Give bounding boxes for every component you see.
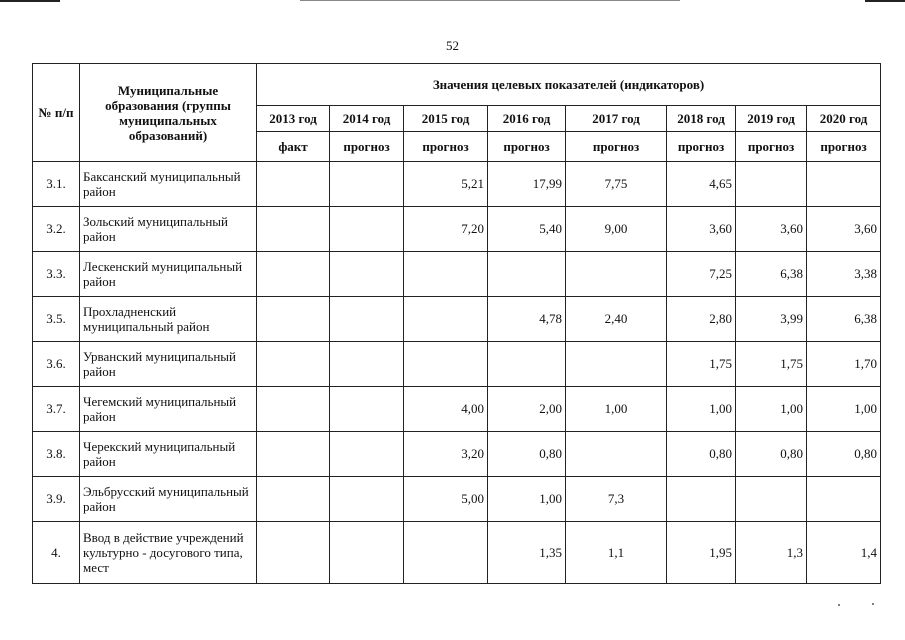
page-number: 52 <box>446 38 459 53</box>
row-value <box>257 342 330 387</box>
row-value: 3,60 <box>667 207 736 252</box>
header-year: 2016 год <box>488 106 566 132</box>
header-values-title: Значения целевых показателей (индикаторов) <box>257 64 881 106</box>
row-name: Урванский муниципальный район <box>80 342 257 387</box>
indicator-table <box>32 63 881 584</box>
row-value: 5,00 <box>404 477 488 522</box>
row-value: 1,70 <box>807 342 881 387</box>
header-year: 2017 год <box>566 106 667 132</box>
row-value: 17,99 <box>488 162 566 207</box>
header-row-title <box>33 64 881 106</box>
row-value: 2,00 <box>488 387 566 432</box>
row-number: 4. <box>33 522 80 584</box>
row-value <box>404 522 488 584</box>
table-row <box>33 207 881 252</box>
header-year: 2019 год <box>736 106 807 132</box>
row-value: 7,20 <box>404 207 488 252</box>
row-value: 1,1 <box>566 522 667 584</box>
row-value <box>736 162 807 207</box>
row-value <box>330 252 404 297</box>
row-value <box>257 387 330 432</box>
row-value: 5,40 <box>488 207 566 252</box>
scan-edge-mark-middle <box>300 0 680 1</box>
row-value: 7,3 <box>566 477 667 522</box>
row-value: 1,75 <box>667 342 736 387</box>
row-value: 1,00 <box>488 477 566 522</box>
row-value <box>566 432 667 477</box>
table-row <box>33 252 881 297</box>
row-number: 3.5. <box>33 297 80 342</box>
row-value <box>807 477 881 522</box>
row-value: 4,78 <box>488 297 566 342</box>
scan-edge-mark-left <box>0 0 60 2</box>
row-number: 3.6. <box>33 342 80 387</box>
header-year: 2020 год <box>807 106 881 132</box>
header-type: прогноз <box>566 132 667 162</box>
row-name: Черекский муниципальный район <box>80 432 257 477</box>
header-year: 2014 год <box>330 106 404 132</box>
row-value <box>330 297 404 342</box>
table-row <box>33 432 881 477</box>
row-value: 6,38 <box>807 297 881 342</box>
row-value: 2,80 <box>667 297 736 342</box>
row-value: 6,38 <box>736 252 807 297</box>
row-value <box>807 162 881 207</box>
row-value: 1,35 <box>488 522 566 584</box>
row-value: 1,00 <box>566 387 667 432</box>
row-number: 3.1. <box>33 162 80 207</box>
row-value: 1,00 <box>667 387 736 432</box>
header-type: прогноз <box>330 132 404 162</box>
row-number: 3.7. <box>33 387 80 432</box>
row-value <box>488 342 566 387</box>
row-value: 5,21 <box>404 162 488 207</box>
row-value <box>404 252 488 297</box>
row-name: Ввод в действие учреждений культурно - досугового типа, мест <box>80 522 257 584</box>
row-value: 7,25 <box>667 252 736 297</box>
row-value <box>330 432 404 477</box>
row-value <box>257 162 330 207</box>
row-value: 4,00 <box>404 387 488 432</box>
row-value <box>330 207 404 252</box>
scan-speck <box>872 603 874 605</box>
row-value: 1,00 <box>807 387 881 432</box>
row-value: 7,75 <box>566 162 667 207</box>
row-value <box>488 252 566 297</box>
row-value: 1,95 <box>667 522 736 584</box>
row-value: 1,4 <box>807 522 881 584</box>
row-name: Лескенский муниципальный район <box>80 252 257 297</box>
row-name: Эльбрусский муниципальный район <box>80 477 257 522</box>
scan-speck <box>838 604 840 606</box>
row-value: 3,60 <box>736 207 807 252</box>
row-value: 3,60 <box>807 207 881 252</box>
row-value <box>566 342 667 387</box>
row-number: 3.2. <box>33 207 80 252</box>
row-value: 1,3 <box>736 522 807 584</box>
row-value <box>257 297 330 342</box>
header-type: прогноз <box>807 132 881 162</box>
row-value <box>330 387 404 432</box>
row-value <box>667 477 736 522</box>
header-type: прогноз <box>404 132 488 162</box>
row-value <box>330 162 404 207</box>
row-value: 0,80 <box>736 432 807 477</box>
row-name: Прохладненский муниципальный район <box>80 297 257 342</box>
table-row <box>33 522 881 584</box>
header-type: прогноз <box>736 132 807 162</box>
row-value <box>566 252 667 297</box>
row-value <box>330 342 404 387</box>
row-value: 2,40 <box>566 297 667 342</box>
table-row <box>33 387 881 432</box>
scan-edge-mark-right <box>865 0 905 2</box>
row-value <box>257 477 330 522</box>
header-year: 2015 год <box>404 106 488 132</box>
row-value <box>404 297 488 342</box>
header-municipality: Муниципальные образования (группы муниципальных образований) <box>80 64 257 162</box>
row-number: 3.3. <box>33 252 80 297</box>
row-value: 3,99 <box>736 297 807 342</box>
row-number: 3.8. <box>33 432 80 477</box>
table-row <box>33 297 881 342</box>
header-type: факт <box>257 132 330 162</box>
header-year: 2013 год <box>257 106 330 132</box>
row-value: 4,65 <box>667 162 736 207</box>
row-value: 0,80 <box>807 432 881 477</box>
row-value: 3,38 <box>807 252 881 297</box>
row-name: Чегемский муниципальный район <box>80 387 257 432</box>
row-value: 3,20 <box>404 432 488 477</box>
row-value <box>330 477 404 522</box>
row-value <box>257 432 330 477</box>
header-type: прогноз <box>667 132 736 162</box>
row-value <box>257 252 330 297</box>
row-value: 1,75 <box>736 342 807 387</box>
row-value <box>257 207 330 252</box>
header-type: прогноз <box>488 132 566 162</box>
header-year: 2018 год <box>667 106 736 132</box>
row-name: Зольский муниципальный район <box>80 207 257 252</box>
table-row <box>33 342 881 387</box>
header-num: № п/п <box>33 64 80 162</box>
table-row <box>33 477 881 522</box>
row-value <box>330 522 404 584</box>
table-row <box>33 162 881 207</box>
row-value <box>257 522 330 584</box>
row-value: 0,80 <box>667 432 736 477</box>
row-value: 0,80 <box>488 432 566 477</box>
row-name: Баксанский муниципальный район <box>80 162 257 207</box>
row-number: 3.9. <box>33 477 80 522</box>
row-value <box>404 342 488 387</box>
row-value <box>736 477 807 522</box>
row-value: 1,00 <box>736 387 807 432</box>
row-value: 9,00 <box>566 207 667 252</box>
